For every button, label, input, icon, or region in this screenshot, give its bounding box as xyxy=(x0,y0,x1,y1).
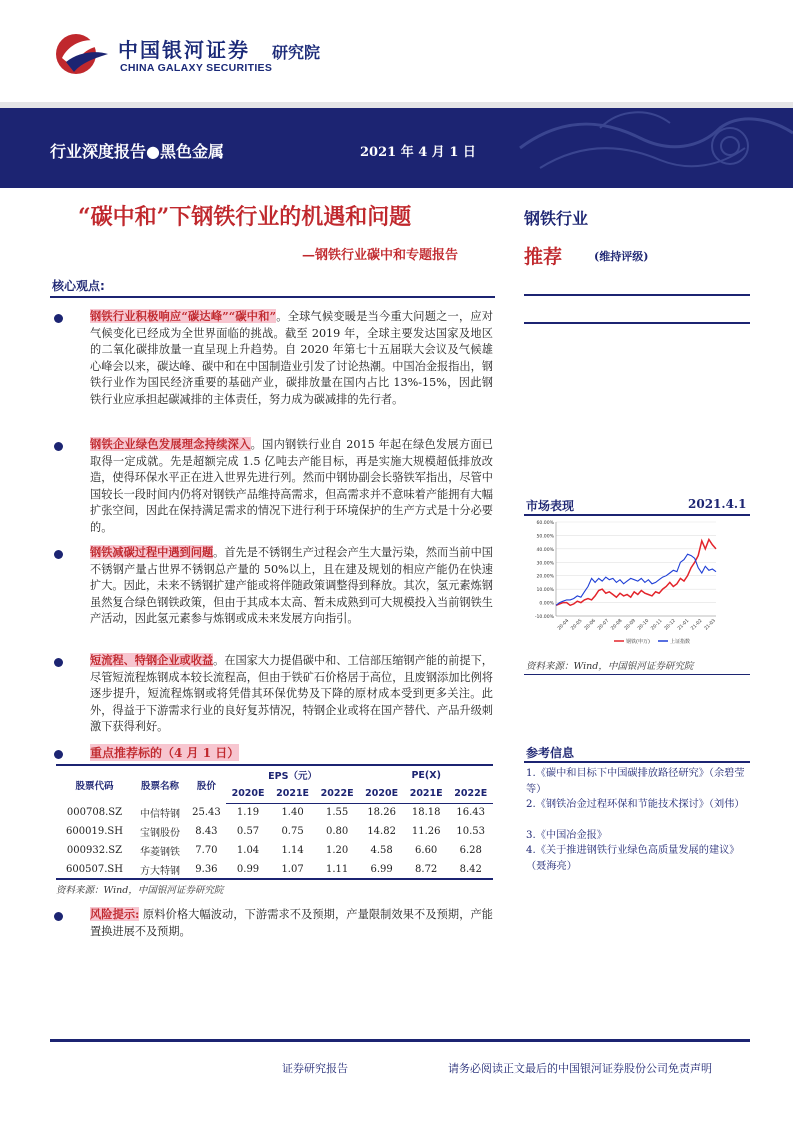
y-tick-label: 20.00% xyxy=(536,574,554,580)
report-title: “碳中和”下钢铁行业的机遇和问题 xyxy=(78,204,412,230)
core-view-divider xyxy=(50,296,495,298)
rating-note: (维持评级) xyxy=(594,250,649,263)
table-row xyxy=(56,822,493,841)
cell-value: 8.42 xyxy=(448,860,493,879)
core-point-highlight: 钢铁减碳过程中遇到问题 xyxy=(90,545,214,559)
series-line xyxy=(556,554,716,605)
core-point-highlight: 钢铁行业积极响应“碳达峰”“碳中和” xyxy=(90,309,277,323)
market-title: 市场表现 xyxy=(526,499,575,513)
x-tick-label: 20-07 xyxy=(597,618,611,632)
footer-divider xyxy=(50,1039,750,1042)
col-header-eps: EPS（元） xyxy=(226,765,360,784)
col-header-year: 2020E xyxy=(359,784,404,803)
y-tick-label: 10.00% xyxy=(536,588,554,594)
cell-value: 1.20 xyxy=(325,845,349,856)
x-tick-label: 20-06 xyxy=(583,618,597,632)
cell-name: 方大特钢 xyxy=(133,860,187,879)
core-view-label: 核心观点: xyxy=(52,279,105,293)
bullet-icon xyxy=(54,442,63,451)
risk-highlight: 风险提示: xyxy=(90,907,140,921)
cell-value: 1.55 xyxy=(325,807,349,819)
col-header-year: 2020E xyxy=(226,784,271,803)
cell-value: 0.99 xyxy=(226,860,271,879)
cell-code: 000708.SZ xyxy=(66,807,123,818)
col-header-code: 股票代码 xyxy=(56,765,133,803)
brand-name-cn: 中国银河证券 xyxy=(118,38,250,62)
brand-subtitle: 研究院 xyxy=(272,43,321,62)
table-source: 资料来源：Wind，中国银河证券研究院 xyxy=(56,885,224,896)
cell-value: 14.82 xyxy=(367,826,396,837)
cell-value: 1.14 xyxy=(281,845,304,856)
cell-code: 600019.SH xyxy=(66,826,123,837)
core-point-text: 。国内钢铁行业自 2015 年起在绿色发展方面已取得一定成就。先是超额完成 1.5 亿吨去产能目标，再是实施大规模超低排放改造，使得环保水平正在进入世界先进行列。然而中钢协副会长骆铁军指出，尽管中国较长一段时间内仍将对钢铁产品维持高需求，但高需求并不意味着产能拥有大幅扩张空间，因此在保持满足需求的情况下进行利于环境保护的生产方式是十分必要的。 xyxy=(90,438,493,534)
col-header-year: 2022E xyxy=(315,784,360,803)
sidebar-divider xyxy=(524,294,750,296)
cell-value: 1.40 xyxy=(281,807,304,819)
core-point xyxy=(90,652,493,736)
cell-value: 1.07 xyxy=(270,860,315,879)
cell-price: 8.43 xyxy=(195,826,218,837)
core-point xyxy=(90,436,493,537)
cell-price: 25.43 xyxy=(192,807,221,818)
core-point-text: 。在国家大力提倡碳中和、工信部压缩钢产能的前提下，尽管短流程炼钢成本较长流程高，但由于铁矿石价格居于高位，且废钢添加比例将逐步提升，短流程炼钢或将凭借其环保优势及下降的原材成本受到更多关注。此外，得益于下游需求行业的良好复苏情况，特钢企业或将在国产替代、产品升级刺激下获得利好。 xyxy=(90,654,493,734)
cell-price: 9.36 xyxy=(187,860,226,879)
x-tick-label: 21-02 xyxy=(690,618,704,632)
x-tick-label: 21-03 xyxy=(703,618,717,632)
y-tick-label: 0.00% xyxy=(539,601,554,607)
cell-value: 18.26 xyxy=(367,807,396,819)
galaxy-logo-icon xyxy=(52,28,112,78)
col-header-year: 2022E xyxy=(448,784,493,803)
table-row xyxy=(56,860,493,879)
reference-title: 参考信息 xyxy=(526,746,575,760)
x-tick-label: 20-10 xyxy=(637,618,651,632)
bullet-icon xyxy=(54,750,63,759)
cell-value: 0.75 xyxy=(281,826,304,837)
chart-source: 资料来源：Wind，中国银河证券研究院 xyxy=(526,661,694,672)
table-row xyxy=(56,803,493,822)
reference-item: 3.《中国冶金报》 xyxy=(526,830,608,841)
cell-name: 华菱钢铁 xyxy=(140,847,181,858)
reference-item: 2.《钢铁冶金过程环保和节能技术探讨》（刘伟） xyxy=(526,799,745,810)
rating-label: 推荐 xyxy=(524,246,563,268)
report-subtitle: —钢铁行业碳中和专题报告 xyxy=(302,248,459,263)
x-tick-label: 20-12 xyxy=(663,618,677,632)
bullet-icon xyxy=(54,314,63,323)
core-point-highlight: 短流程、特钢企业或收益 xyxy=(90,653,214,667)
core-point-text: 。全球气候变暖是当今重大问题之一，应对气候变化已经成为全世界面临的挑战。截至 2019 年，全球主要发达国家及地区的二氧化碳排放量一直呈现上升趋势。自 2020 年第七十五届联大会议及气候雄心峰会以来，碳达峰、碳中和在中国制造业引发了讨论热潮。中国冶金报指出，钢铁行业作为国民经济重要的基础产业，碳排放量在国内占比 13%-15%，因此钢铁行业应承担起碳减排的主体责任，努力成为碳减排的先行者。 xyxy=(90,310,493,406)
x-tick-label: 20-09 xyxy=(623,618,637,632)
cell-value: 1.04 xyxy=(236,845,260,856)
cell-price: 7.70 xyxy=(195,845,218,856)
cell-value: 16.43 xyxy=(456,807,486,819)
table-title: 重点推荐标的（4 月 1 日） xyxy=(90,746,240,760)
footer-label: 证券研究报告 xyxy=(282,1062,348,1075)
col-header-year: 2021E xyxy=(404,784,449,803)
x-tick-label: 20-11 xyxy=(650,618,664,632)
cell-code: 600507.SH xyxy=(56,860,133,879)
col-header-price: 股价 xyxy=(187,765,226,803)
cell-value: 11.26 xyxy=(411,826,441,837)
cell-value: 4.58 xyxy=(370,845,393,856)
industry-label: 钢铁行业 xyxy=(524,209,589,228)
risk-text: 原料价格大幅波动，下游需求不及预期，产量限制效果不及预期，产能置换进展不及预期。 xyxy=(90,908,493,938)
series-line xyxy=(556,540,716,606)
cell-value: 6.60 xyxy=(415,845,438,856)
cell-name: 宝钢股份 xyxy=(140,828,181,839)
y-tick-label: 40.00% xyxy=(536,547,554,553)
reference-divider xyxy=(524,761,750,763)
sidebar-divider xyxy=(524,322,750,324)
legend-label: 钢铁(申万) xyxy=(626,639,650,645)
cell-code: 000932.SZ xyxy=(66,845,123,856)
x-tick-label: 21-01 xyxy=(677,618,691,632)
bullet-icon xyxy=(54,550,63,559)
col-header-name: 股票名称 xyxy=(133,765,187,803)
cell-value: 10.53 xyxy=(456,826,486,837)
report-type: 行业深度报告●黑色金属 xyxy=(50,142,224,161)
footer-disclaimer: 请务必阅读正文最后的中国银河证券股份公司免责声明 xyxy=(448,1062,712,1075)
y-tick-label: 30.00% xyxy=(536,561,554,567)
core-point-highlight: 钢铁企业绿色发展理念持续深入 xyxy=(90,437,251,451)
core-point xyxy=(90,308,493,409)
table-row xyxy=(56,841,493,860)
reference-item: 1.《碳中和目标下中国碳排放路径研究》（余碧莹等） xyxy=(526,768,745,795)
reference-item: 4.《关于推进钢铁行业绿色高质量发展的建议》（聂海亮） xyxy=(526,845,740,872)
bullet-icon xyxy=(54,912,63,921)
col-header-year: 2021E xyxy=(270,784,315,803)
market-chart xyxy=(524,516,750,650)
brand-name-en: CHINA GALAXY SECURITIES xyxy=(120,62,273,74)
x-tick-label: 20-04 xyxy=(557,618,571,632)
cell-value: 18.18 xyxy=(411,807,441,819)
cell-value: 0.80 xyxy=(325,826,349,837)
recommend-table xyxy=(56,764,493,880)
cell-value: 8.72 xyxy=(404,860,449,879)
chart-divider xyxy=(524,674,750,675)
x-tick-label: 20-05 xyxy=(570,618,584,632)
core-point xyxy=(90,544,493,628)
y-tick-label: 60.00% xyxy=(536,521,554,526)
risk-warning xyxy=(90,906,493,940)
cell-value: 0.57 xyxy=(236,826,260,837)
core-point-text: 。首先是不锈钢生产过程会产生大量污染，然而当前中国不锈钢产量占世界不锈钢总产量的 50%以上，且在建及规划的相应产能仍在快速扩大。因此，未来不锈钢扩建产能或将伴随政策调整得到释放。其次，氢元素炼钢虽然复合绿色钢铁政策，但由于其成本太高、暂未成熟到可大规模投入当前钢铁生产活动，因此氢元素参与炼钢或成未来发展方向指引。 xyxy=(90,546,493,626)
cell-value: 6.99 xyxy=(359,860,404,879)
legend-label: 上证指数 xyxy=(670,639,691,645)
y-tick-label: 50.00% xyxy=(536,534,554,540)
cell-name: 中信特钢 xyxy=(140,809,181,820)
bullet-icon xyxy=(54,658,63,667)
cell-value: 1.11 xyxy=(315,860,360,879)
market-date: 2021.4.1 xyxy=(688,497,747,511)
col-header-pe: PE(X) xyxy=(359,765,493,784)
cell-value: 6.28 xyxy=(459,845,482,856)
y-tick-label: -10.00% xyxy=(534,615,554,620)
x-tick-label: 20-08 xyxy=(610,618,624,632)
report-date: 2021 年 4 月 1 日 xyxy=(360,145,476,160)
cell-value: 1.19 xyxy=(236,807,260,819)
